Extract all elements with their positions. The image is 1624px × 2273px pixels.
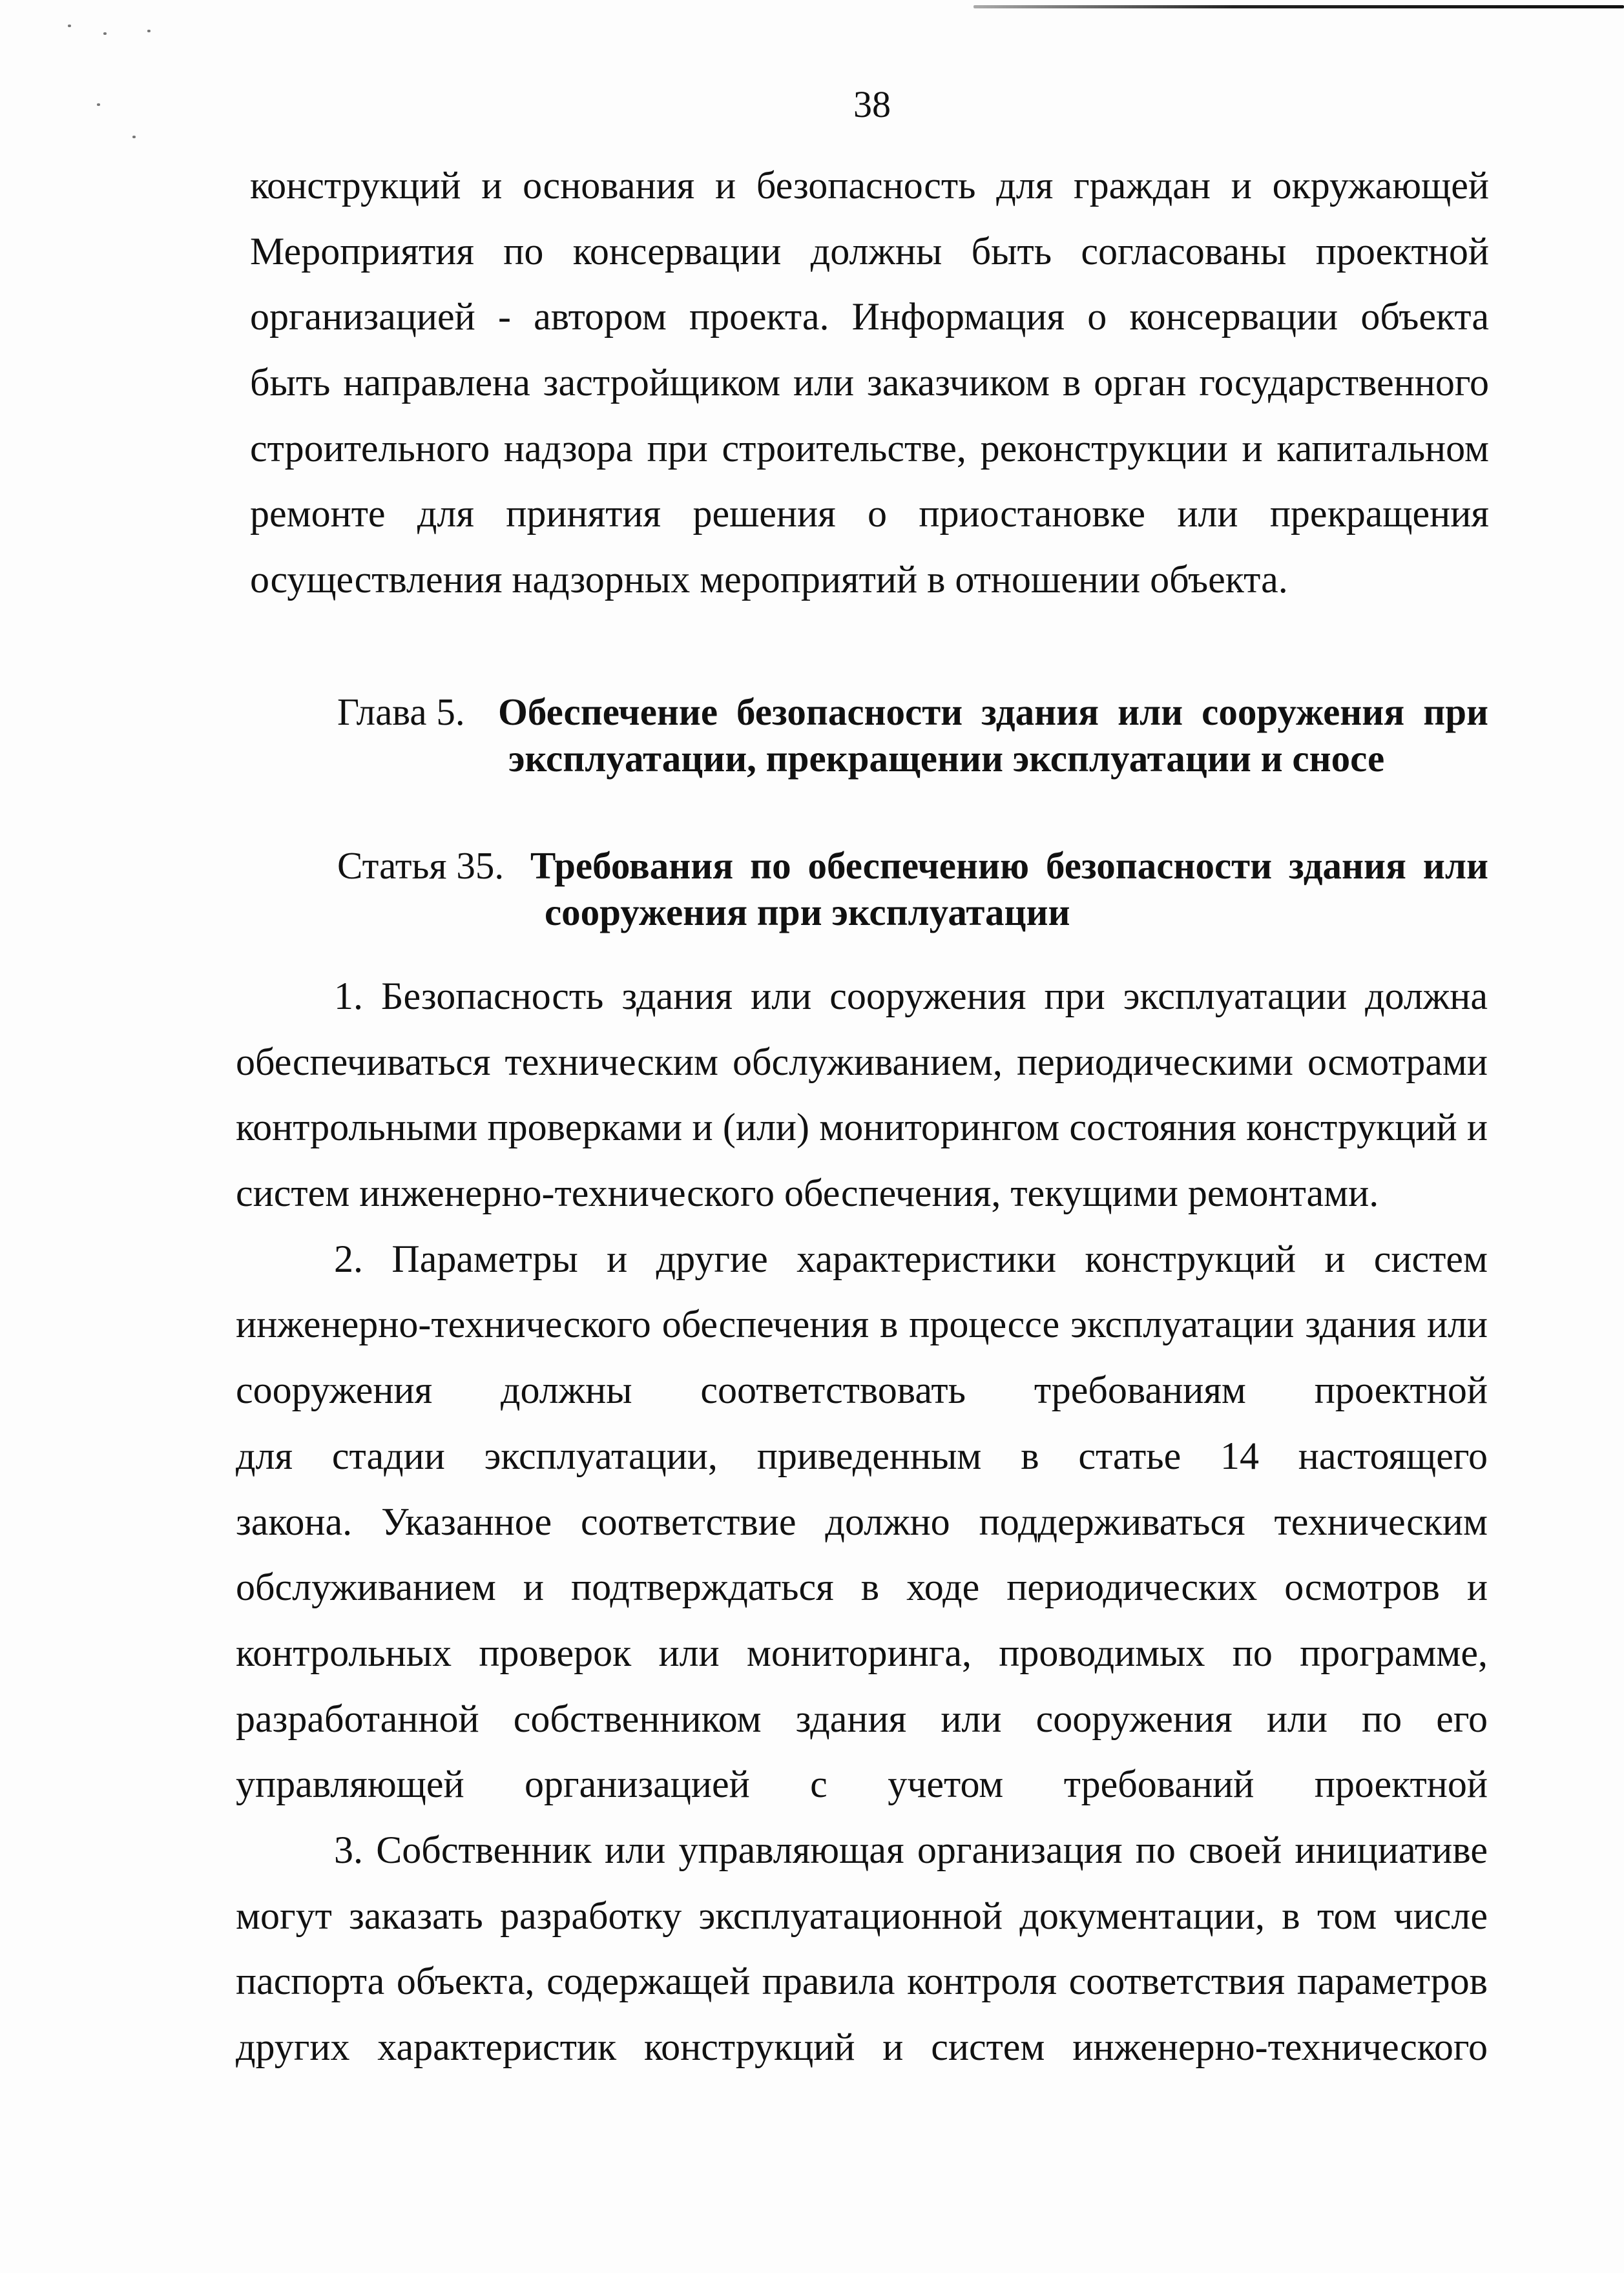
text-line: 2. Параметры и другие характеристики конструкций и систем: [334, 1237, 1488, 1280]
scan-speck: [97, 103, 100, 106]
text-line: обеспечиваться техническим обслуживанием, периодическими осмотрами: [236, 1040, 1488, 1083]
article-title-line2: сооружения при эксплуатации: [545, 891, 1070, 933]
text-line: управляющей организацией с учетом требований проектной: [236, 1763, 1488, 1806]
continuation-paragraph: [250, 153, 1489, 613]
scan-speck: [103, 32, 107, 35]
text-line: закона. Указанное соответствие должно поддерживаться техническим: [236, 1500, 1488, 1543]
text-line: могут заказать разработку эксплуатационной документации, в том числе: [236, 1894, 1488, 1937]
text-line: разработанной собственником здания или сооружения или по его: [236, 1697, 1488, 1740]
text-line: сооружения должны соответствовать требованиям проектной: [236, 1369, 1488, 1412]
scan-speck: [132, 136, 136, 138]
text-line: конструкций и основания и безопасность для граждан и окружающей: [250, 164, 1489, 207]
text-line: быть направлена застройщиком или заказчиком в орган государственного: [250, 361, 1489, 404]
text-line: организацией - автором проекта. Информация о консервации объекта: [250, 295, 1489, 338]
text-line: 1. Безопасность здания или сооружения при эксплуатации должна: [334, 975, 1488, 1017]
text-line: строительного надзора при строительстве, реконструкции и капитальном: [250, 426, 1489, 470]
chapter-title-line2: эксплуатации, прекращении эксплуатации и сносе: [508, 737, 1385, 780]
article-heading: [337, 842, 1488, 935]
scan-edge-line: [973, 5, 1624, 8]
chapter-label: Глава 5.: [337, 690, 465, 733]
text-line: 3. Собственник или управляющая организация по своей инициативе: [334, 1828, 1488, 1871]
scan-speck: [68, 25, 71, 27]
text-line: ремонте для принятия решения о приостановке или прекращения: [250, 492, 1489, 535]
article-title-line1: Требования по обеспечению безопасности здания или: [530, 844, 1488, 887]
scan-speck: [147, 30, 151, 32]
text-line: систем инженерно-технического обеспечения, текущими ремонтами.: [236, 1172, 1379, 1215]
chapter-title-line1: Обеспечение безопасности здания или сооружения при: [498, 690, 1488, 733]
text-line: инженерно-технического обеспечения в процессе эксплуатации здания или: [236, 1303, 1488, 1346]
text-line: обслуживанием и подтверждаться в ходе периодических осмотров и: [236, 1566, 1488, 1609]
text-line: контрольных проверок или мониторинга, проводимых по программе,: [236, 1631, 1488, 1674]
page-number: 38: [853, 83, 891, 125]
text-line: паспорта объекта, содержащей правила контроля соответствия параметров: [236, 1960, 1488, 2003]
text-line: Мероприятия по консервации должны быть согласованы проектной: [250, 229, 1489, 273]
text-line: других характеристик конструкций и систем инженерно-технического: [236, 2026, 1488, 2068]
article-body: [236, 964, 1488, 2081]
text-line: осуществления надзорных мероприятий в отношении объекта.: [250, 558, 1288, 601]
chapter-heading: [337, 689, 1488, 782]
text-line: контрольными проверками и (или) мониторингом состояния конструкций и: [236, 1106, 1488, 1149]
article-label: Статья 35.: [337, 844, 505, 887]
text-line: для стадии эксплуатации, приведенным в статье 14 настоящего: [236, 1434, 1488, 1477]
